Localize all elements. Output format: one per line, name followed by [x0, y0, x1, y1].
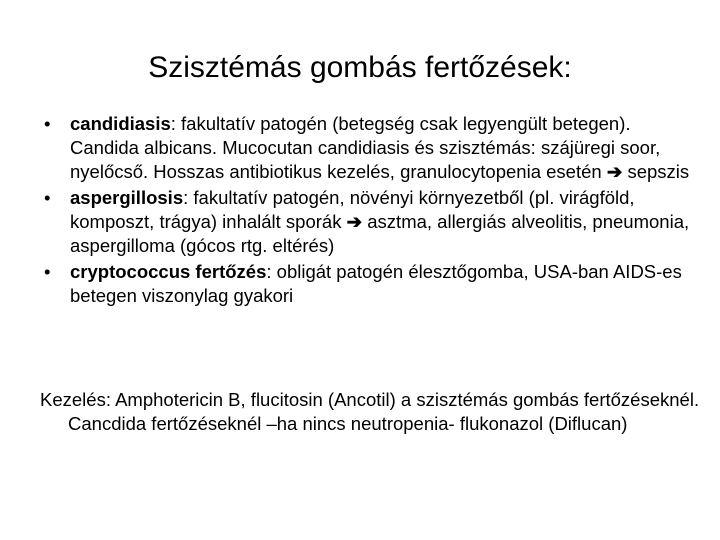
bullet-icon: • — [44, 187, 51, 208]
item-text: : fakultatív patogén (betegség csak legyengült betegen). Candida albicans. Mucocutan candidiasis és szisztémás: szájüregi soor, nyelőcső. Hosszas antibiotikus kezelés, granulocytopenia esetén — [70, 113, 661, 182]
list-item — [40, 112, 700, 184]
bullet-icon: • — [44, 261, 51, 282]
bullet-icon: • — [44, 113, 51, 134]
arrow-right-icon: ➔ — [606, 161, 623, 182]
slide-title: Szisztémás gombás fertőzések: — [148, 51, 572, 84]
item-text: : fakultatív patogén, növényi környezetből (pl. virágföld, komposzt, trágya) inhalált sporák — [70, 187, 635, 232]
item-text-after-arrow: sepszis — [627, 161, 690, 182]
arrow-right-icon: ➔ — [346, 211, 363, 232]
treatment-paragraph: Kezelés: Amphotericin B, flucitosin (Ancotil) a szisztémás gombás fertőzéseknél. Cancdida fertőzéseknél –ha nincs neutropenia- flukonazol (Diflucan) — [40, 389, 700, 434]
item-term: aspergillosis — [70, 187, 184, 208]
item-term: cryptococcus fertőzés — [70, 261, 267, 282]
item-term: candidiasis — [70, 113, 171, 134]
bullet-list — [40, 112, 700, 310]
item-text-after-arrow: asztma, allergiás alveolitis, pneumonia, aspergilloma (gócos rtg. eltérés) — [70, 211, 690, 256]
list-item — [40, 260, 700, 308]
list-item — [40, 186, 700, 258]
item-text: : obligát patogén élesztőgomba, USA-ban AIDS-es betegen viszonylag gyakori — [70, 261, 682, 306]
